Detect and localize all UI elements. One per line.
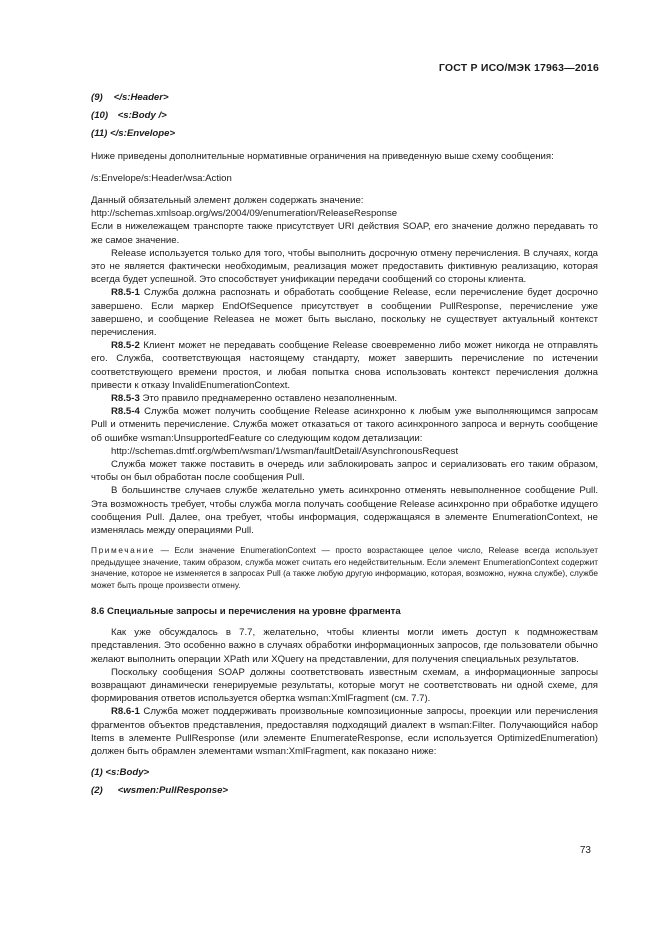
paragraph: В большинстве случаев службе желательно уметь асинхронно отменять невыполненное сообщение Pull. Эта возможность требует, чтобы служба могла получать сообщение Release асинхронно при обработке идущего сообщения Pull. Далее, она требует, чтобы информация, содержащаяся в элементе EnumerationContext, не изменялась между операциями Pull. — [91, 485, 598, 537]
document-header: ГОСТ Р ИСО/МЭК 17963—2016 — [438, 62, 599, 74]
document-body — [91, 91, 598, 803]
paragraph: Данный обязательный элемент должен содержать значение: — [91, 195, 364, 207]
xpath-line: /s:Envelope/s:Header/wsa:Action — [91, 172, 232, 184]
note-label: Примечание — [91, 545, 156, 556]
code-line-text: </s:Header> — [113, 92, 169, 103]
note — [91, 545, 598, 591]
paragraph: Поскольку сообщения SOAP должны соответствовать известным схемам, а информационные запросы возвращают динамически генерируемые результаты, которые могут не соответствовать ни одной схеме, для формирования ответов используется обертка wsman:XmlFragment (см. 7.7). — [91, 666, 598, 705]
code-line — [91, 784, 598, 797]
code-line — [91, 766, 598, 779]
section-heading: 8.6 Специальные запросы и перечисления на уровне фрагмента — [91, 605, 401, 617]
requirement-text: Служба может поддерживать произвольные композиционные запросы, проекции или перечисления фрагментов объектов представления, предоставляя подходящий диалект в wsman:Filter. Получающийся набор Items в элементе PullResponse (или элементе EnumerateResponse, если используется OptimizedEnumeration) должен быть обрамлен элементами wsman:XmlFragment, как показано ниже: — [91, 706, 598, 757]
paragraph: Как уже обсуждалось в 7.7, желательно, чтобы клиенты могли иметь доступ к подмножествам представления. Это особенно важно в случаях обработки информационных запросов, где пользователи обычно желают выполнить операции XPath или XQuery на представлении, для получения специальных результатов. — [91, 627, 598, 665]
code-line-text: <s:Body> — [105, 767, 150, 779]
paragraph-text: Если в нижележащем транспорте также присутствует URI действия SOAP, его значение должно передавать то же самое значение. — [91, 221, 598, 246]
requirement-r8-5-3 — [91, 392, 598, 405]
requirement-r8-6-1 — [91, 705, 598, 758]
requirement-label: R8.5-2 — [111, 340, 140, 352]
page-number: 73 — [579, 845, 591, 856]
requirement-label: R8.5-4 — [111, 406, 140, 418]
url-line: http://schemas.dmtf.org/wbem/wsman/1/wsman/faultDetail/AsynchronousRequest — [111, 445, 459, 457]
code-line — [91, 109, 598, 122]
code-line-number: (11) — [91, 128, 108, 140]
requirement-label: R8.5-1 — [111, 287, 140, 299]
paragraph: Release используется только для того, чтобы выполнить досрочную отмену перечисления. В случаях, когда это не является фактически необходимым, реализация может предоставить фиктивную реализацию, которая всегда будет успешной. Это способствует унификации передачи сообщений со стороны клиента. — [91, 247, 598, 286]
code-line-number: (10) — [91, 110, 109, 122]
code-line-number: (1) — [91, 767, 103, 779]
code-line-number: (9) — [91, 92, 103, 103]
requirement-r8-5-4 — [91, 405, 598, 445]
code-line-text: <wsmen:PullResponse> — [117, 785, 229, 797]
paragraph: Служба может также поставить в очередь или заблокировать запрос и сериализовать его таким образом, чтобы он был обработан после сообщения Pull. — [91, 459, 598, 484]
requirement-text: Это правило преднамеренно оставлено незаполненным. — [139, 393, 398, 405]
code-line-number: (2) — [91, 785, 103, 797]
code-line — [91, 91, 598, 104]
code-line-text: </s:Envelope> — [110, 128, 176, 140]
note-text: — Если значение EnumerationContext — просто возрастающее целое число, Release всегда использует предыдущее значение, таким образом, служба может считать его недействительным. Если элемент EnumerationContext содержит значение, которое не изменяется в запросах Pull (а также любую другую информацию, которая, возможно, нужна службе), службе может быть проще произвести отмену. — [91, 545, 598, 590]
paragraph — [91, 220, 598, 246]
requirement-r8-5-1 — [91, 286, 598, 339]
requirement-text: Клиент может не передавать сообщение Release своевременно либо может никогда не отправлять его. Служба, соответствующая настоящему стандарту, может завершить перечисление по истечении соответствующего времени простоя, и любая попытка снова использовать контекст перечисления должна привести к отказу InvalidEnumerationContext. — [91, 340, 598, 391]
requirement-r8-5-2 — [91, 339, 598, 392]
requirement-label: R8.5-3 — [111, 393, 140, 405]
code-line — [91, 127, 598, 140]
code-line-text: <s:Body /> — [117, 110, 167, 122]
requirement-label: R8.6-1 — [111, 706, 140, 718]
requirement-text: Служба может получить сообщение Release асинхронно к любым уже выполняющимся запросам Pull и отменить перечисление. Служба может отказаться от такого асинхронного запроса и вернуть сообщение об ошибке wsman:UnsupportedFeature со следующим кодом детализации: — [91, 406, 598, 444]
requirement-text: Служба должна распознать и обработать сообщение Release, если перечисление будет досрочно завершено. Если маркер EndOfSequence присутствует в сообщении PullResponse, перечисление уже завершено, и сообщение Releasea не может быть выслано, поскольку не существует актуальный контекст перечисления. — [91, 287, 598, 339]
url-line: http://schemas.xmlsoap.org/ws/2004/09/enumeration/ReleaseResponse — [91, 208, 398, 220]
paragraph: Ниже приведены дополнительные нормативные ограничения на приведенную выше схему сообщения: — [91, 150, 554, 162]
